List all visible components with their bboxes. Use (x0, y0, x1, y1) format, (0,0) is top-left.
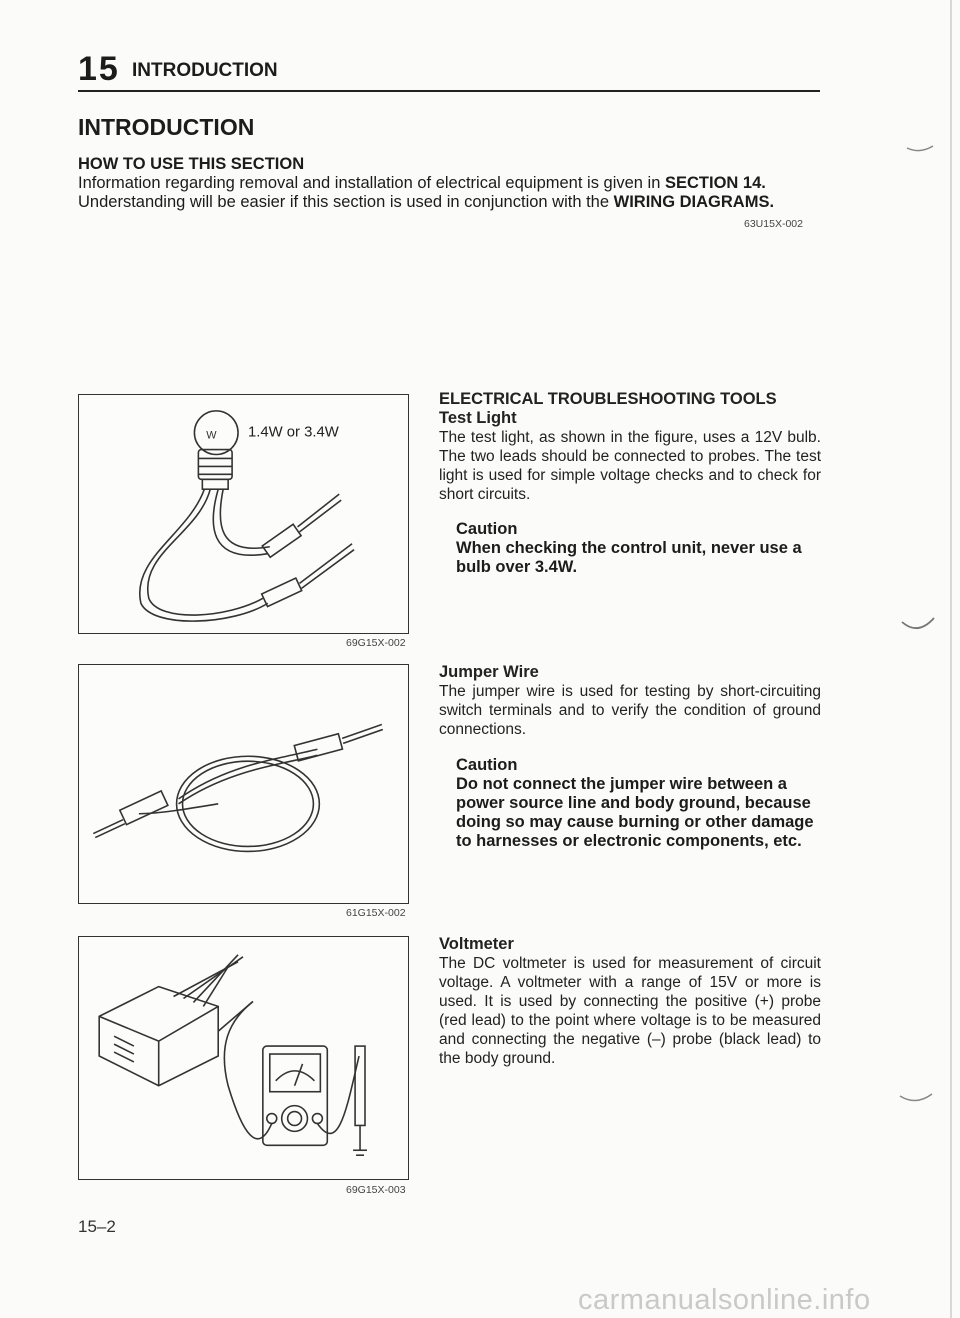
jumper-wire-figure (78, 664, 409, 904)
caution-title: Caution (456, 520, 518, 538)
jumper-wire-illustration (79, 665, 408, 903)
wiring-diagrams-reference: WIRING DIAGRAMS. (613, 193, 775, 211)
section-header (78, 50, 820, 92)
jumper-wire-section (439, 663, 821, 739)
voltmeter-illustration (79, 937, 408, 1179)
how-to-code: 63U15X-002 (744, 218, 803, 230)
test-light-illustration (79, 395, 408, 633)
voltmeter-section (439, 935, 821, 1068)
how-to-line-2: Understanding will be easier if this section is used in conjunction with the WIRING DIAGRAMS. (78, 193, 775, 211)
section-reference: SECTION 14. (664, 174, 766, 192)
voltmeter-body: The DC voltmeter is used for measurement of circuit voltage. A voltmeter with a range of 15V or more is used. It is used by connecting the positive (+) probe (red lead) to the point where voltage is to be measured and connecting the negative (–) probe (black lead) to the body ground. (439, 955, 821, 1067)
test-light-title: Test Light (439, 409, 517, 427)
section-number: 15 (78, 50, 120, 88)
footer-watermark: carmanualsonline.info (578, 1284, 871, 1316)
test-light-section (439, 390, 821, 504)
voltmeter-figure (78, 936, 409, 1180)
test-light-figure (78, 394, 409, 634)
jumper-wire-body: The jumper wire is used for testing by short-circuiting switch terminals and to verify the condition of ground connections. (439, 683, 821, 738)
jumper-wire-figure-code: 61G15X-002 (346, 907, 406, 919)
page-edge (950, 0, 952, 1318)
bulb-wattage-label: 1.4W or 3.4W (247, 424, 339, 441)
how-to-line-1: Information regarding removal and installation of electrical equipment is given in SECTION 14. (78, 174, 766, 192)
caution-text: When checking the control unit, never use a bulb over 3.4W. (456, 539, 802, 576)
caution-text: Do not connect the jumper wire between a power source line and body ground, because doing so may cause burning or other damage to harnesses or electronic components, etc. (456, 775, 814, 850)
how-to-block (78, 155, 823, 212)
page-number: 15–2 (78, 1217, 116, 1236)
caution-title: Caution (456, 756, 518, 774)
test-light-figure-code: 69G15X-002 (346, 637, 406, 649)
scan-mark (900, 610, 940, 640)
section-header-title: INTRODUCTION (132, 60, 278, 81)
scan-mark (905, 140, 935, 160)
voltmeter-figure-code: 69G15X-003 (346, 1184, 406, 1196)
test-light-caution (456, 520, 821, 577)
bulb-label: W (206, 429, 217, 442)
page-title: INTRODUCTION (78, 114, 255, 140)
scan-mark (898, 1090, 938, 1110)
tools-heading: ELECTRICAL TROUBLESHOOTING TOOLS (439, 390, 777, 408)
voltmeter-title: Voltmeter (439, 935, 514, 953)
jumper-wire-title: Jumper Wire (439, 663, 539, 681)
jumper-wire-caution (456, 756, 821, 851)
test-light-body: The test light, as shown in the figure, uses a 12V bulb. The two leads should be connected to probes. The test light is used for simple voltage checks and to check for short circuits. (439, 429, 821, 503)
how-to-heading: HOW TO USE THIS SECTION (78, 155, 305, 173)
